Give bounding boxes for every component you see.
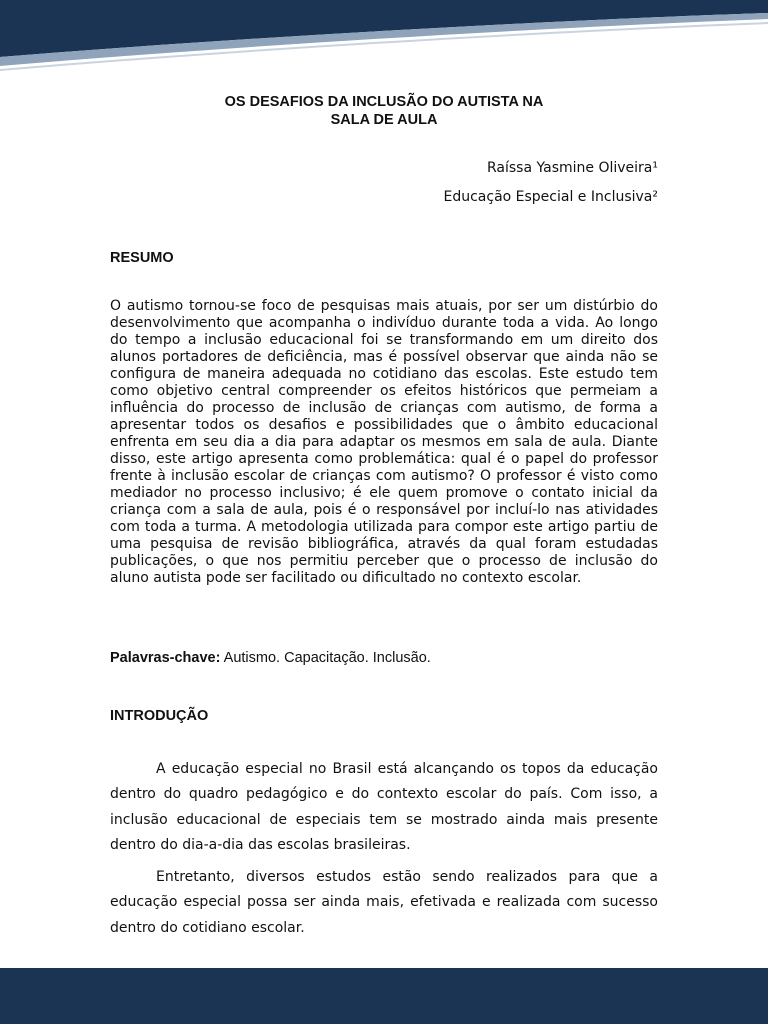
author-name: Raíssa Yasmine Oliveira¹ — [486, 160, 658, 176]
header-banner — [0, 0, 768, 90]
introduction-paragraph: Entretanto, diversos estudos estão sendo realizados para que a educação especial possa ser ainda mais, efetivada e realizada com sucesso dentro do cotidiano escolar. — [110, 869, 658, 936]
author-affiliation: Educação Especial e Inclusiva² — [443, 189, 658, 205]
keywords-label: Palavras-chave: — [110, 650, 221, 666]
title-line-1: OS DESAFIOS DA INCLUSÃO DO AUTISTA NA — [224, 94, 544, 110]
footer-banner — [0, 968, 768, 1024]
keywords-values: Autismo. Capacitação. Inclusão. — [223, 650, 431, 666]
document-title — [110, 93, 658, 129]
keywords — [110, 649, 658, 667]
abstract-heading: RESUMO — [110, 250, 174, 266]
introduction-heading: INTRODUÇÃO — [110, 708, 209, 724]
introduction-paragraph: A educação especial no Brasil está alcançando os topos da educação dentro do quadro pedagógico e do contexto escolar do país. Com isso, a inclusão educacional de especiais tem se mostrado ainda mais presente dentro do dia-a-dia das escolas brasileiras. — [110, 761, 658, 853]
title-line-2: SALA DE AULA — [330, 112, 438, 128]
abstract-text: O autismo tornou-se foco de pesquisas mais atuais, por ser um distúrbio do desenvolvimento que acompanha o indivíduo durante toda a vida. Ao longo do tempo a inclusão educacional foi se transformando em um direito dos alunos portadores de deficiência, mas é possível observar que ainda não se configura de maneira adequada no cotidiano das escolas. Este estudo tem como objetivo central compreender os efeitos históricos que permeiam a influência do processo de inclusão de crianças com autismo, de forma a apresentar todos os desafios e possibilidades que o âmbito educacional enfrenta em seu dia a dia para adaptar os mesmos em sala de aula. Diante disso, este artigo apresenta como problemática: qual é o papel do professor frente à inclusão escolar de crianças com autismo? O professor é visto como mediador no processo inclusivo; é ele quem promove o contato inicial da criança com a sala de aula, pois é o responsável por incluí-lo nas atividades com toda a turma. A metodologia utilizada para compor este artigo partiu de uma pesquisa de revisão bibliográfica, através da qual foram estudadas publicações, o que nos permitiu perceber que o processo de inclusão do aluno autista pode ser facilitado ou dificultado no contexto escolar. — [110, 298, 658, 586]
